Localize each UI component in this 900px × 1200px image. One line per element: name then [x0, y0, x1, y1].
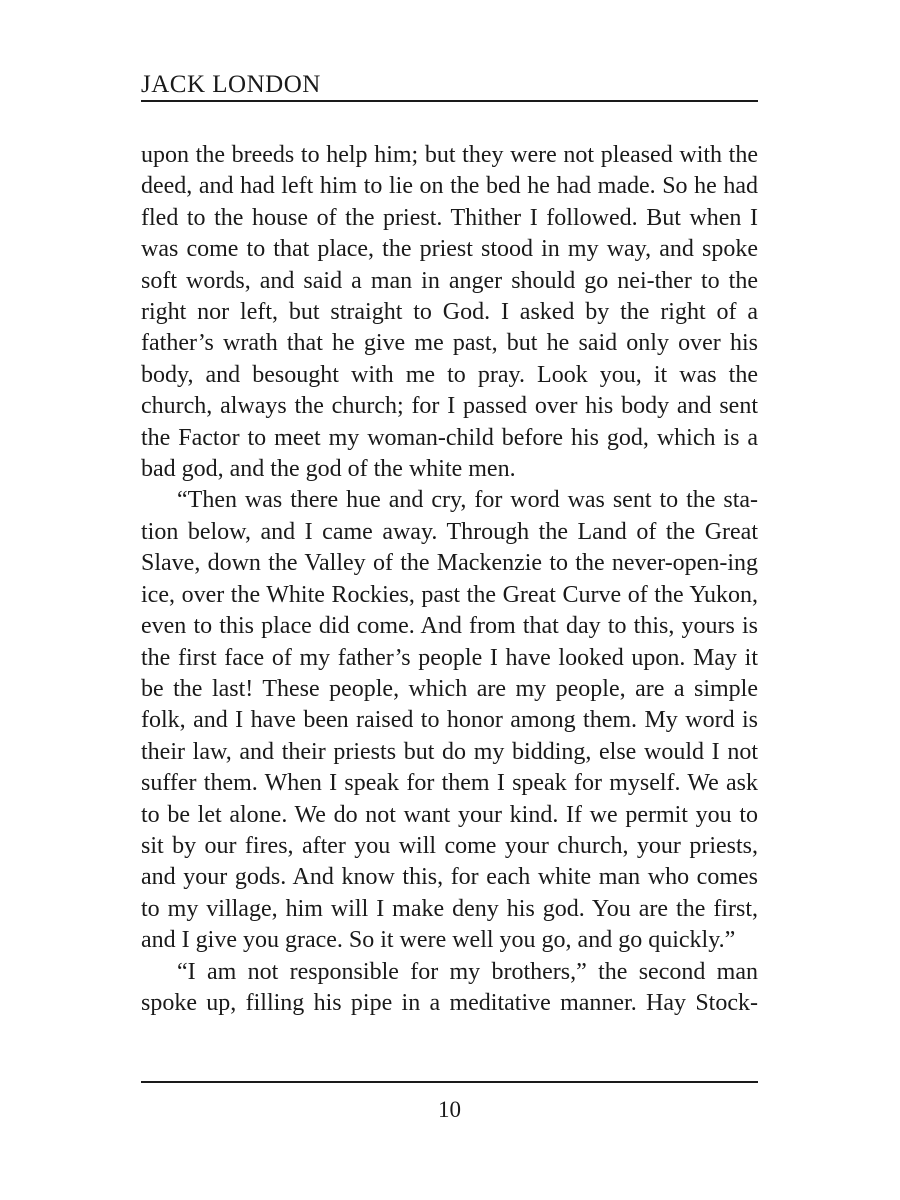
header-rule [141, 100, 758, 102]
paragraph-1: upon the breeds to help him; but they were not pleased with the deed, and had left him to lie on the bed he had made. So he had fled to the house of the priest. Thither I followed. But when I was come to that place, the priest stood in my way, and spoke soft words, and said a man in anger should go nei-ther to the right nor left, but straight to God. I asked by the right of a father’s wrath that he give me past, but he said only over his body, and besought with me to pray. Look you, it was the church, always the church; for I passed over his body and sent the Factor to meet my woman-child before his god, which is a bad god, and the god of the white men. [141, 142, 758, 483]
footer-rule [141, 1081, 758, 1083]
paragraph-2: “Then was there hue and cry, for word was sent to the sta-tion below, and I came away. Through the Land of the Great Slave, down the Valley of the Mackenzie to the never-open-ing ice, over the White Rockies, past the Great Curve of the Yukon, even to this place did come. And from that day to this, yours is the first face of my father’s people I have looked upon. May it be the last! These people, which are my people, are a simple folk, and I have been raised to honor among them. My word is their law, and their priests but do my bidding, else would I not suffer them. When I speak for them I speak for myself. We ask to be let alone. We do not want your kind. If we permit you to sit by our fires, after you will come your church, your priests, and your gods. And know this, for each white man who comes to my village, him will I make deny his god. You are the first, and I give you grace. So it were well you go, and go quickly.” [141, 487, 758, 954]
running-head: JACK LONDON [141, 71, 321, 98]
page-number: 10 [438, 1097, 461, 1122]
paragraph-3: “I am not responsible for my brothers,” the second man spoke up, filling his pipe in a meditative manner. Hay Stock- [141, 958, 758, 1016]
body-text [141, 140, 758, 1019]
